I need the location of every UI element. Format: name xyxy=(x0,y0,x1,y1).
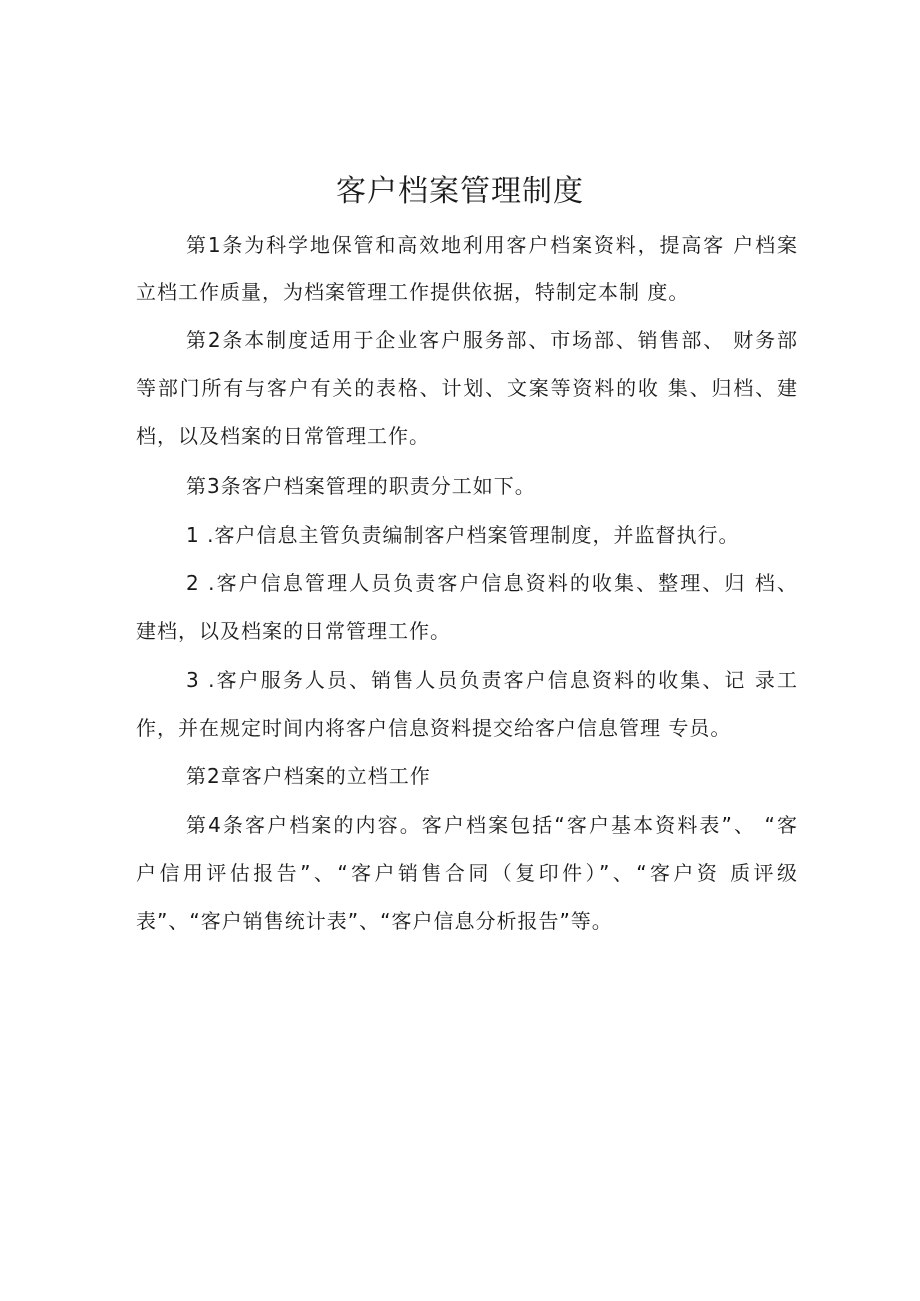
paragraph-line: 作，并在规定时间内将客户信息资料提交给客户信息管理 专员。 xyxy=(136,716,732,740)
paragraph-line: 第4条客户档案的内容。客户档案包括“客户基本资料表”、 “客 xyxy=(186,813,798,837)
list-item: 3 .客户服务人员、销售人员负责客户信息资料的收集、记 录工 xyxy=(186,668,798,692)
list-item: 2 .客户信息管理人员负责客户信息资料的收集、整理、归 档、 xyxy=(186,571,798,595)
paragraph-line: 第2条本制度适用于企业客户服务部、市场部、销售部、 财务部 xyxy=(186,328,798,352)
paragraph-line: 第3条客户档案管理的职责分工如下。 xyxy=(186,474,536,498)
paragraph-line: 建档，以及档案的日常管理工作。 xyxy=(136,619,451,643)
document-title: 客户档案管理制度 xyxy=(336,174,584,209)
paragraph-line: 表”、“客户销售统计表”、“客户信息分析报告”等。 xyxy=(136,909,613,933)
chapter-heading: 第2章客户档案的立档工作 xyxy=(186,764,431,788)
paragraph-line: 立档工作质量，为档案管理工作提供依据，特制定本制 度。 xyxy=(136,280,690,304)
paragraph-line: 户信用评估报告”、“客户销售合同（复印件）”、“客户资 质评级 xyxy=(136,861,798,885)
paragraph-line: 第1条为科学地保管和高效地利用客户档案资料，提高客 户档案 xyxy=(186,233,798,257)
paragraph-line: 档，以及档案的日常管理工作。 xyxy=(136,424,430,448)
list-item: 1 .客户信息主管负责编制客户档案管理制度，并监督执行。 xyxy=(186,523,740,547)
paragraph-line: 等部门所有与客户有关的表格、计划、文案等资料的收 集、归档、建 xyxy=(136,376,798,400)
